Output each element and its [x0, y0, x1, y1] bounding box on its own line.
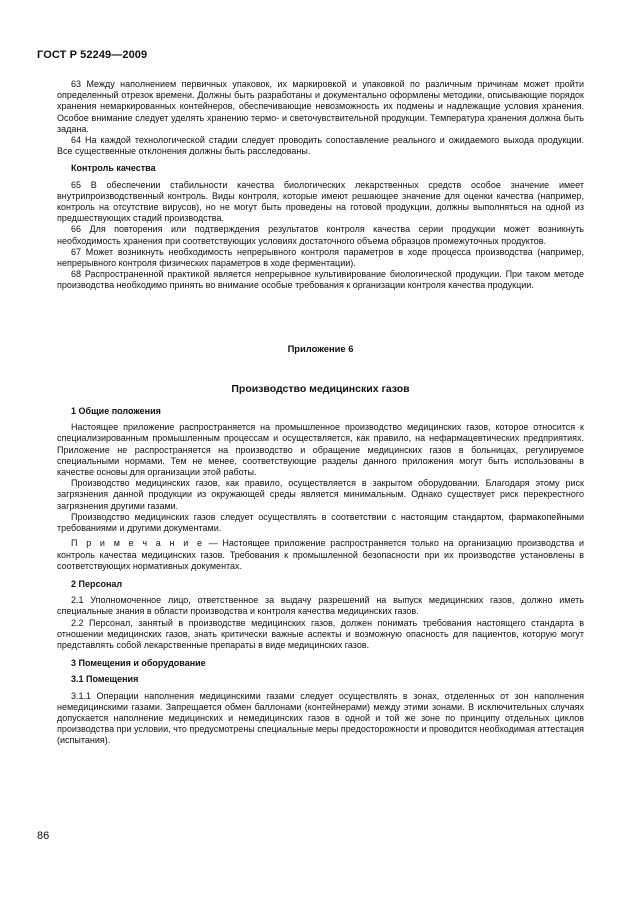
- appendix-label: Приложение 6: [287, 342, 354, 354]
- paragraph-64: 64 На каждой технологической стадии следует проводить сопоставление реального и ожидаемого выхода продукции. Все существенные отклонения должны быть расследованы.: [57, 135, 584, 157]
- document-header: ГОСТ Р 52249—2009: [37, 49, 148, 61]
- section-1-note: [57, 538, 584, 572]
- note-label: П р и м е ч а н и е: [71, 538, 204, 549]
- section-1-heading: 1 Общие положения: [71, 406, 161, 417]
- paragraph-68: 68 Распространенной практикой является непрерывное культивирование биологической продукции. При таком методе производства необходимо принять во внимание особые требования к организации контроля качества продукции.: [57, 269, 584, 291]
- paragraph-65: 65 В обеспечении стабильности качества биологических лекарственных средств особое значение имеет внутрипроизводственный контроль. Виды контроля, которые имеют решающее значение для оценки качества (например, контроль на отсутствие вирусов), но не могут быть проведены на готовой продукции, должны выполняться на одной из предшествующих стадий производства.: [57, 179, 584, 224]
- section-1-paragraph: Настоящее приложение распространяется на промышленное производство медицинских газов, которое относится к специализированным промышленным процессам и осуществляется, как правило, на нефармацевтических предприятиях. Приложение не распространяется на производство и обращение медицинских газов в больницах, регулируемое специальными нормами. Тем не менее, соответствующие разделы данного приложения могут быть использованы в качестве основы для организации этой работы.: [57, 422, 584, 478]
- section-2-paragraph: 2.2 Персонал, занятый в производстве медицинских газов, должен понимать требования настоящего стандарта в отношении медицинских газов, знать критически важные аспекты и возможную опасность для пациентов, которую могут представлять собой лекарственные препараты в виде медицинских газов.: [57, 617, 584, 650]
- section-1-paragraph: Производство медицинских газов следует осуществлять в соответствии с настоящим стандартом, фармакопейными требованиями и другими документами.: [57, 511, 584, 534]
- section-2-heading: 2 Персонал: [71, 578, 123, 589]
- paragraph-63: 63 Между наполнением первичных упаковок, их маркировкой и упаковкой по различным причинам может пройти определенный отрезок времени. Должны быть разработаны и документально оформлены методики, описывающие порядок хранения немаркированных контейнеров, обеспечивающие невозможность их подмены и надлежащие условия хранения. Особое внимание следует уделять хранению термо- и светочувствительной продукции. Температура хранения должна быть задана.: [57, 79, 584, 134]
- note-text: — Настоящее приложение распространяется только на организацию производства и контроль качества медицинских газов. Требования к промышленной безопасности при их производстве установлены в соответствующих нормативных документах.: [57, 538, 584, 571]
- paragraph-66: 66 Для повторения или подтверждения результатов контроля качества серии продукции может возникнуть необходимость хранения при соответствующих условиях достаточного объема образцов промежуточных продуктов.: [57, 224, 584, 246]
- paragraph-67: 67 Может возникнуть необходимость непрерывного контроля параметров в ходе процесса производства (например, непрерывного контроля физических параметров в ходе ферментации).: [57, 246, 584, 269]
- section-3-heading: 3 Помещения и оборудование: [71, 658, 206, 669]
- page-number: 86: [37, 830, 50, 842]
- section-2-paragraph: 2.1 Уполномоченное лицо, ответственное за выдачу разрешений на выпуск медицинских газов, должно иметь специальные знания в области производства и контроля качества медицинских газов.: [57, 595, 584, 617]
- section-1-paragraph: Производство медицинских газов, как правило, осуществляется в закрытом оборудовании. Благодаря этому риск загрязнения данной продукции из окружающей среды является минимальным. Однако существует риск перекрестного загрязнения другими газами.: [57, 478, 584, 511]
- quality-control-heading: Контроль качества: [71, 163, 156, 174]
- appendix-title: Производство медицинских газов: [231, 382, 410, 395]
- section-3-1-heading: 3.1 Помещения: [71, 674, 139, 685]
- section-3-paragraph: 3.1.1 Операции наполнения медицинскими газами следует осуществлять в зонах, отделенных от зон наполнения немедицинскими газами. Запрещается обмен баллонами (контейнерами) между этими зонами. В исключительных случаях допускается наполнение медицинских и немедицинских газов в одной и той же зоне по принципу отдельных циклов производства при условии, что предусмотрены специальные меры предосторожности и проводится необходимая аттестация (испытания).: [57, 690, 584, 746]
- document-body: [57, 79, 584, 747]
